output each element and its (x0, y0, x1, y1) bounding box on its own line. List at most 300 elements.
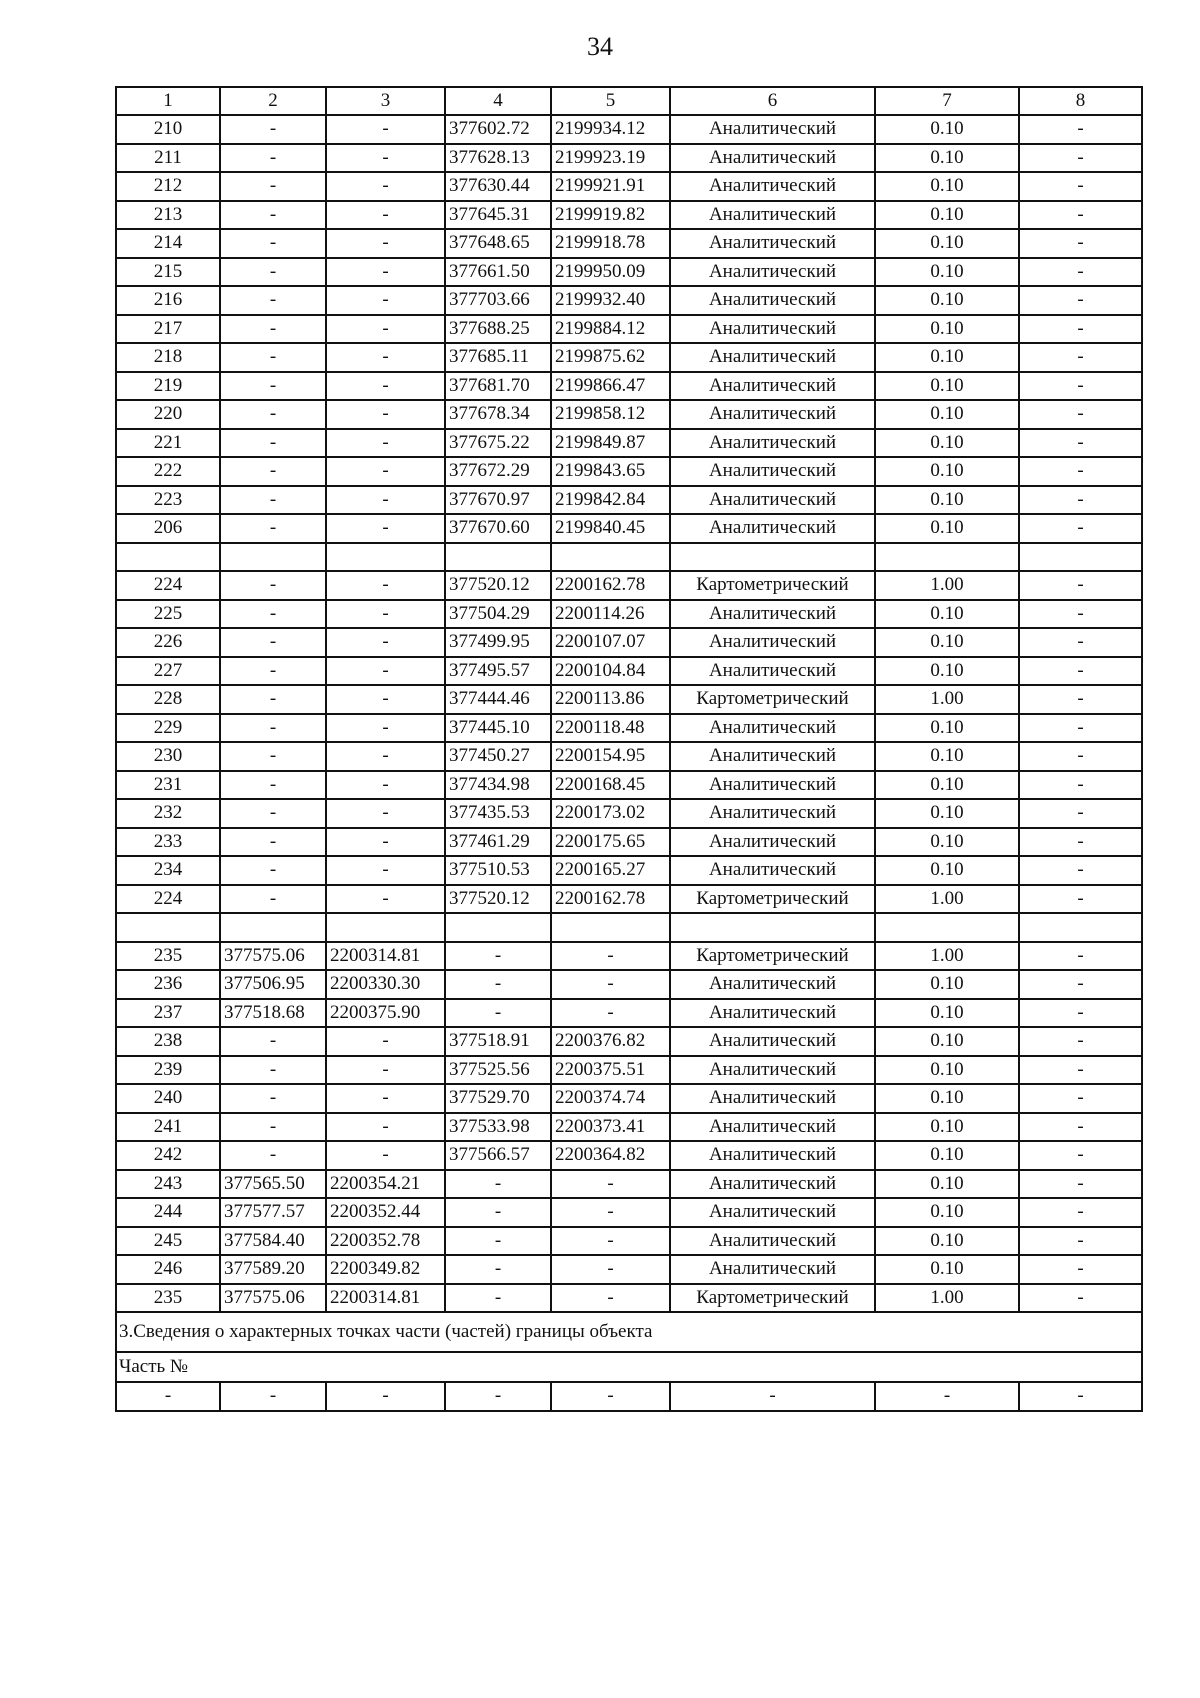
table-cell: 0.10 (875, 144, 1019, 173)
table-cell: 2200173.02 (551, 799, 670, 828)
table-cell: - (1019, 742, 1142, 771)
table-cell: 0.10 (875, 799, 1019, 828)
table-cell: 1.00 (875, 685, 1019, 714)
table-cell: - (1019, 856, 1142, 885)
table-cell: 0.10 (875, 628, 1019, 657)
table-row (116, 514, 1142, 543)
table-cell: 225 (116, 600, 220, 629)
table-cell: 0.10 (875, 372, 1019, 401)
table-cell: 238 (116, 1027, 220, 1056)
table-cell: 377529.70 (445, 1084, 551, 1113)
table-cell: 0.10 (875, 999, 1019, 1028)
table-cell: - (220, 885, 326, 914)
table-cell: - (326, 657, 445, 686)
table-cell: 2200162.78 (551, 571, 670, 600)
coordinates-table (115, 86, 1143, 1412)
table-row (116, 286, 1142, 315)
table-row (116, 1255, 1142, 1284)
table-cell: - (326, 486, 445, 515)
table-cell: 2200374.74 (551, 1084, 670, 1113)
table-row (116, 201, 1142, 230)
table-cell: 246 (116, 1255, 220, 1284)
table-cell: 377589.20 (220, 1255, 326, 1284)
part-label-row (116, 1352, 1142, 1382)
table-cell: 377518.91 (445, 1027, 551, 1056)
column-header: 7 (875, 87, 1019, 115)
table-cell: 2199923.19 (551, 144, 670, 173)
table-cell: 227 (116, 657, 220, 686)
table-cell (116, 543, 220, 572)
table-cell: Картометрический (670, 885, 875, 914)
table-cell: - (1019, 429, 1142, 458)
table-row (116, 1084, 1142, 1113)
table-cell: Аналитический (670, 742, 875, 771)
table-cell: - (220, 1382, 326, 1411)
table-cell: - (326, 1056, 445, 1085)
table-row (116, 885, 1142, 914)
table-cell (326, 913, 445, 942)
table-cell: 244 (116, 1198, 220, 1227)
table-cell: - (1019, 885, 1142, 914)
table-row (116, 1198, 1142, 1227)
table-cell: 377504.29 (445, 600, 551, 629)
table-cell: 2199950.09 (551, 258, 670, 287)
table-cell: 377688.25 (445, 315, 551, 344)
table-cell: Аналитический (670, 229, 875, 258)
table-cell: 1.00 (875, 885, 1019, 914)
table-cell: 0.10 (875, 1084, 1019, 1113)
table-cell: 0.10 (875, 115, 1019, 144)
table-cell: - (1019, 1170, 1142, 1199)
table-cell: 377510.53 (445, 856, 551, 885)
table-cell: 377450.27 (445, 742, 551, 771)
table-cell: - (1019, 999, 1142, 1028)
table-cell: 2199884.12 (551, 315, 670, 344)
table-cell: 228 (116, 685, 220, 714)
table-cell: 0.10 (875, 1255, 1019, 1284)
table-cell: 0.10 (875, 486, 1019, 515)
table-cell: - (220, 1027, 326, 1056)
table-cell: 1.00 (875, 942, 1019, 971)
table-cell: 0.10 (875, 600, 1019, 629)
table-cell: - (445, 1198, 551, 1227)
table-cell: 377685.11 (445, 343, 551, 372)
column-header: 5 (551, 87, 670, 115)
table-cell: Аналитический (670, 628, 875, 657)
table-cell (670, 913, 875, 942)
table-cell: - (326, 1141, 445, 1170)
table-cell: - (220, 714, 326, 743)
table-cell: 2199866.47 (551, 372, 670, 401)
table-cell: - (326, 201, 445, 230)
table-cell: - (220, 429, 326, 458)
table-cell: 2199934.12 (551, 115, 670, 144)
table-cell: - (220, 457, 326, 486)
table-row (116, 372, 1142, 401)
table-cell: - (1019, 828, 1142, 857)
table-cell: Аналитический (670, 771, 875, 800)
table-cell: - (220, 771, 326, 800)
table-cell: Аналитический (670, 600, 875, 629)
table-cell: 2200375.90 (326, 999, 445, 1028)
table-cell: 242 (116, 1141, 220, 1170)
table-row (116, 315, 1142, 344)
table-cell: 219 (116, 372, 220, 401)
table-cell: - (326, 286, 445, 315)
table-cell: - (1019, 714, 1142, 743)
table-cell: 0.10 (875, 1113, 1019, 1142)
table-cell: - (1019, 1198, 1142, 1227)
table-cell: Аналитический (670, 457, 875, 486)
table-cell: - (326, 628, 445, 657)
table-cell: 0.10 (875, 742, 1019, 771)
table-row (116, 828, 1142, 857)
table-cell: 224 (116, 885, 220, 914)
table-cell (875, 913, 1019, 942)
table-cell: Аналитический (670, 1141, 875, 1170)
table-cell: 235 (116, 942, 220, 971)
table-cell: - (326, 1113, 445, 1142)
table-cell: Аналитический (670, 315, 875, 344)
table-cell: - (1019, 1284, 1142, 1313)
table-cell: 234 (116, 856, 220, 885)
table-cell: 2200376.82 (551, 1027, 670, 1056)
table-cell: Картометрический (670, 1284, 875, 1313)
table-cell: 377703.66 (445, 286, 551, 315)
table-cell: - (326, 885, 445, 914)
table-cell: 2199919.82 (551, 201, 670, 230)
table-cell: 217 (116, 315, 220, 344)
table-cell: 2200154.95 (551, 742, 670, 771)
table-cell: - (326, 115, 445, 144)
table-cell: - (445, 1170, 551, 1199)
table-cell (445, 913, 551, 942)
table-cell: 2200113.86 (551, 685, 670, 714)
table-cell: 377506.95 (220, 970, 326, 999)
table-cell: 0.10 (875, 1227, 1019, 1256)
table-cell: 235 (116, 1284, 220, 1313)
table-cell: Аналитический (670, 258, 875, 287)
table-cell: - (220, 514, 326, 543)
table-cell: Аналитический (670, 1170, 875, 1199)
table-cell: - (1019, 486, 1142, 515)
table-cell: Аналитический (670, 486, 875, 515)
table-cell: - (445, 1227, 551, 1256)
table-cell: 377461.29 (445, 828, 551, 857)
table-cell: - (1019, 172, 1142, 201)
column-header: 3 (326, 87, 445, 115)
table-cell: 0.10 (875, 286, 1019, 315)
table-cell: - (220, 372, 326, 401)
table-cell (670, 543, 875, 572)
table-cell: 377648.65 (445, 229, 551, 258)
table-cell: - (670, 1382, 875, 1411)
table-cell: 377495.57 (445, 657, 551, 686)
table-cell: - (1019, 372, 1142, 401)
table-cell: 377628.13 (445, 144, 551, 173)
table-cell: 377678.34 (445, 400, 551, 429)
table-cell: 2200162.78 (551, 885, 670, 914)
table-cell: - (1019, 970, 1142, 999)
table-cell: 377661.50 (445, 258, 551, 287)
table-cell: - (1019, 1113, 1142, 1142)
table-cell: 2200354.21 (326, 1170, 445, 1199)
table-cell: 377444.46 (445, 685, 551, 714)
column-header: 2 (220, 87, 326, 115)
table-cell: 377520.12 (445, 885, 551, 914)
table-cell: 377672.29 (445, 457, 551, 486)
table-cell: 239 (116, 1056, 220, 1085)
table-cell: 2199932.40 (551, 286, 670, 315)
table-cell: 0.10 (875, 1198, 1019, 1227)
table-row (116, 685, 1142, 714)
table-cell: 232 (116, 799, 220, 828)
table-cell: - (326, 514, 445, 543)
table-cell: - (220, 799, 326, 828)
table-cell: - (220, 685, 326, 714)
table-cell: 211 (116, 144, 220, 173)
table-cell: Аналитический (670, 343, 875, 372)
table-cell: - (326, 771, 445, 800)
table-cell: Аналитический (670, 856, 875, 885)
table-cell: 0.10 (875, 429, 1019, 458)
table-cell: - (220, 856, 326, 885)
table-cell: - (445, 942, 551, 971)
table-cell: - (1019, 685, 1142, 714)
table-cell: 224 (116, 571, 220, 600)
table-row (116, 742, 1142, 771)
table-cell: - (445, 1255, 551, 1284)
table-cell: 2199849.87 (551, 429, 670, 458)
table-cell: 2200349.82 (326, 1255, 445, 1284)
table-cell: 2199918.78 (551, 229, 670, 258)
table-cell: 245 (116, 1227, 220, 1256)
table-row (116, 628, 1142, 657)
table-cell: Аналитический (670, 1027, 875, 1056)
table-row (116, 115, 1142, 144)
table-cell: 0.10 (875, 315, 1019, 344)
table-cell: Аналитический (670, 201, 875, 230)
table-cell: 377575.06 (220, 1284, 326, 1313)
table-cell: Аналитический (670, 400, 875, 429)
table-cell: - (326, 571, 445, 600)
table-cell: 215 (116, 258, 220, 287)
table-cell: - (1019, 1255, 1142, 1284)
table-cell: 0.10 (875, 229, 1019, 258)
table-cell: - (1019, 286, 1142, 315)
table-row (116, 913, 1142, 942)
table-cell: 377434.98 (445, 771, 551, 800)
table-cell: - (551, 1170, 670, 1199)
table-cell: - (326, 172, 445, 201)
final-row (116, 1382, 1142, 1411)
table-cell: 377445.10 (445, 714, 551, 743)
table-cell: 377670.97 (445, 486, 551, 515)
table-cell: - (551, 1284, 670, 1313)
table-cell: - (326, 144, 445, 173)
table-cell: - (326, 429, 445, 458)
column-header: 4 (445, 87, 551, 115)
table-row (116, 714, 1142, 743)
table-cell: 377499.95 (445, 628, 551, 657)
table-cell: 2199875.62 (551, 343, 670, 372)
table-row (116, 486, 1142, 515)
table-row (116, 856, 1142, 885)
table-cell: 214 (116, 229, 220, 258)
table-cell: - (220, 172, 326, 201)
table-cell: - (326, 229, 445, 258)
table-cell: 2200314.81 (326, 1284, 445, 1313)
table-row (116, 258, 1142, 287)
table-row (116, 1056, 1142, 1085)
table-cell: - (220, 286, 326, 315)
table-cell: 0.10 (875, 258, 1019, 287)
table-cell: - (1019, 343, 1142, 372)
table-body (116, 115, 1142, 1312)
table-cell: - (220, 1084, 326, 1113)
table-cell: 2200352.44 (326, 1198, 445, 1227)
table-cell: - (1019, 115, 1142, 144)
table-cell: 2200314.81 (326, 942, 445, 971)
table-cell: 377520.12 (445, 571, 551, 600)
table-cell: 2200373.41 (551, 1113, 670, 1142)
table-cell: 377602.72 (445, 115, 551, 144)
table-cell: - (1019, 201, 1142, 230)
table-cell: Аналитический (670, 1056, 875, 1085)
table-cell: Аналитический (670, 372, 875, 401)
table-cell: 236 (116, 970, 220, 999)
table-cell: Аналитический (670, 999, 875, 1028)
table-cell: 377670.60 (445, 514, 551, 543)
table-cell: - (220, 1056, 326, 1085)
table-cell: 223 (116, 486, 220, 515)
table-header-row (116, 87, 1142, 115)
table-cell: - (551, 1255, 670, 1284)
table-cell: 226 (116, 628, 220, 657)
table-cell: - (326, 1382, 445, 1411)
table-cell: - (116, 1382, 220, 1411)
table-cell: 2200375.51 (551, 1056, 670, 1085)
table-cell: - (220, 400, 326, 429)
table-row (116, 1170, 1142, 1199)
table-cell: - (1019, 1027, 1142, 1056)
table-cell: 213 (116, 201, 220, 230)
table-cell: 212 (116, 172, 220, 201)
table-cell: 2200165.27 (551, 856, 670, 885)
table-cell: 2199858.12 (551, 400, 670, 429)
table-cell: 0.10 (875, 400, 1019, 429)
table-cell: 216 (116, 286, 220, 315)
table-cell: 377518.68 (220, 999, 326, 1028)
table-row (116, 1141, 1142, 1170)
table-cell: Аналитический (670, 1113, 875, 1142)
table-cell: 377584.40 (220, 1227, 326, 1256)
table-cell: - (1019, 771, 1142, 800)
table-cell: 241 (116, 1113, 220, 1142)
table-cell: Аналитический (670, 799, 875, 828)
table-cell: - (326, 742, 445, 771)
table-row (116, 1227, 1142, 1256)
table-cell: - (1019, 1084, 1142, 1113)
table-cell: 0.10 (875, 172, 1019, 201)
table-cell: - (551, 1227, 670, 1256)
table-cell: - (220, 571, 326, 600)
table-row (116, 999, 1142, 1028)
part-label: Часть № (116, 1352, 1142, 1382)
table-cell: - (220, 144, 326, 173)
table-cell: 220 (116, 400, 220, 429)
table-cell: - (551, 1198, 670, 1227)
table-cell: 0.10 (875, 343, 1019, 372)
table-cell: 0.10 (875, 771, 1019, 800)
table-cell: - (551, 1382, 670, 1411)
table-cell: 377566.57 (445, 1141, 551, 1170)
table-cell: - (220, 742, 326, 771)
table-cell: 2200168.45 (551, 771, 670, 800)
table-cell: - (1019, 1227, 1142, 1256)
table-cell: Аналитический (670, 1255, 875, 1284)
table-cell: 0.10 (875, 714, 1019, 743)
table-cell: 0.10 (875, 1027, 1019, 1056)
table-cell: 2200107.07 (551, 628, 670, 657)
table-cell: - (1019, 1382, 1142, 1411)
table-cell: - (220, 229, 326, 258)
table-cell (1019, 543, 1142, 572)
table-cell: Аналитический (670, 144, 875, 173)
table-cell: 377675.22 (445, 429, 551, 458)
table-cell: - (326, 714, 445, 743)
table-cell: Картометрический (670, 942, 875, 971)
table-cell: 221 (116, 429, 220, 458)
table-row (116, 144, 1142, 173)
table-cell (551, 543, 670, 572)
table-row (116, 429, 1142, 458)
table-cell (875, 543, 1019, 572)
table-cell: - (445, 1284, 551, 1313)
table-cell: - (220, 828, 326, 857)
table-row (116, 799, 1142, 828)
table-cell: - (1019, 600, 1142, 629)
table-cell: 2200118.48 (551, 714, 670, 743)
table-cell: 377435.53 (445, 799, 551, 828)
table-cell: 2200114.26 (551, 600, 670, 629)
table-cell: 0.10 (875, 1141, 1019, 1170)
table-cell: Картометрический (670, 685, 875, 714)
table-cell: - (875, 1382, 1019, 1411)
table-cell: - (1019, 571, 1142, 600)
table-row (116, 229, 1142, 258)
table-cell: 377575.06 (220, 942, 326, 971)
table-cell: - (220, 315, 326, 344)
table-cell: - (326, 258, 445, 287)
table-row (116, 543, 1142, 572)
table-cell: - (326, 315, 445, 344)
table-cell: - (551, 942, 670, 971)
table-cell (1019, 913, 1142, 942)
table-row (116, 1113, 1142, 1142)
table-cell: - (1019, 942, 1142, 971)
table-cell: Аналитический (670, 514, 875, 543)
table-row (116, 657, 1142, 686)
table-cell: - (220, 343, 326, 372)
table-cell: - (1019, 457, 1142, 486)
table-cell: 0.10 (875, 856, 1019, 885)
table-cell: 2199921.91 (551, 172, 670, 201)
table-cell: 2200364.82 (551, 1141, 670, 1170)
table-cell: 377565.50 (220, 1170, 326, 1199)
section-title: 3.Сведения о характерных точках части (частей) границы объекта (116, 1312, 1142, 1352)
table-cell: 2199843.65 (551, 457, 670, 486)
